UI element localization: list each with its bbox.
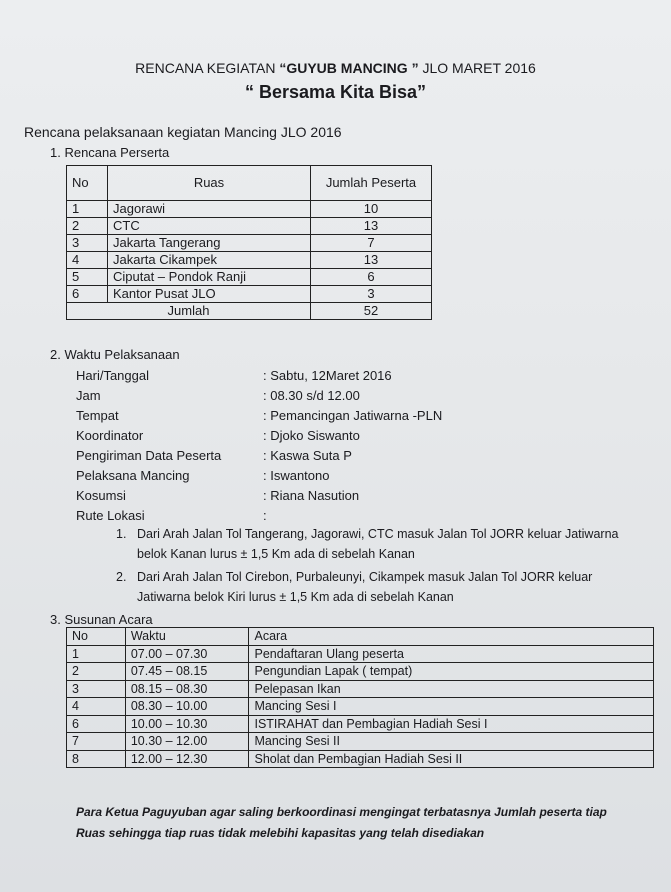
cell-waktu: 10.00 – 10.30	[125, 715, 249, 733]
cell-no: 2	[67, 663, 126, 681]
field-label-jam: Jam	[76, 388, 101, 403]
table-total-row	[67, 303, 432, 320]
table-row	[67, 715, 654, 733]
title-prefix: RENCANA KEGIATAN	[135, 60, 280, 76]
cell-ruas: Jagorawi	[108, 201, 311, 218]
field-label-pengiriman: Pengiriman Data Peserta	[76, 448, 222, 463]
cell-no: 6	[67, 715, 126, 733]
field-label-kosumsi: Kosumsi	[76, 488, 126, 503]
table-row	[67, 698, 654, 716]
field-value-rute: :	[263, 508, 267, 523]
header-no: No	[67, 166, 108, 201]
cell-no: 1	[67, 201, 108, 218]
cell-jumlah: 3	[311, 286, 432, 303]
cell-no: 2	[67, 218, 108, 235]
cell-acara: Mancing Sesi I	[249, 698, 654, 716]
cell-jumlah: 13	[311, 218, 432, 235]
rute-1-number: 1.	[116, 527, 127, 541]
table-row	[67, 252, 432, 269]
table-row	[67, 235, 432, 252]
title-suffix: JLO MARET 2016	[418, 60, 536, 76]
table-row	[67, 201, 432, 218]
cell-waktu: 12.00 – 12.30	[125, 750, 249, 768]
cell-waktu: 08.15 – 08.30	[125, 680, 249, 698]
cell-no: 4	[67, 252, 108, 269]
table-row	[67, 218, 432, 235]
field-label-koordinator: Koordinator	[76, 428, 144, 443]
cell-jumlah: 13	[311, 252, 432, 269]
intro-text: Rencana pelaksanaan kegiatan Mancing JLO 2016	[24, 124, 342, 140]
field-value-jam: : 08.30 s/d 12.00	[263, 388, 360, 403]
rute-1-line2: belok Kanan lurus ± 1,5 Km ada di sebelah Kanan	[137, 547, 415, 561]
cell-ruas: Ciputat – Pondok Ranji	[108, 269, 311, 286]
document-title	[0, 60, 671, 76]
cell-ruas: Jakarta Tangerang	[108, 235, 311, 252]
cell-acara: Pendaftaran Ulang peserta	[249, 645, 654, 663]
table-row	[67, 680, 654, 698]
document-subtitle: “ Bersama Kita Bisa”	[244, 82, 427, 102]
cell-no: 3	[67, 680, 126, 698]
table-row	[67, 269, 432, 286]
cell-acara: Sholat dan Pembagian Hadiah Sesi II	[249, 750, 654, 768]
cell-jumlah: 7	[311, 235, 432, 252]
field-value-hari-tanggal: : Sabtu, 12Maret 2016	[263, 368, 392, 383]
field-value-pelaksana: : Iswantono	[263, 468, 330, 483]
field-label-pelaksana: Pelaksana Mancing	[76, 468, 190, 483]
cell-acara: Pelepasan Ikan	[249, 680, 654, 698]
rute-1-line1: Dari Arah Jalan Tol Tangerang, Jagorawi, CTC masuk Jalan Tol JORR keluar Jatiwarna	[137, 527, 619, 541]
header-ruas: Ruas	[108, 166, 311, 201]
cell-acara: Mancing Sesi II	[249, 733, 654, 751]
cell-jumlah: 6	[311, 269, 432, 286]
cell-waktu: 08.30 – 10.00	[125, 698, 249, 716]
rute-2-line1: Dari Arah Jalan Tol Cirebon, Purbaleunyi, Cikampek masuk Jalan Tol JORR keluar	[137, 570, 593, 584]
table-row	[67, 286, 432, 303]
cell-no: 4	[67, 698, 126, 716]
field-label-rute: Rute Lokasi	[76, 508, 145, 523]
table-row	[67, 663, 654, 681]
rute-2-line2: Jatiwarna belok Kiri lurus ± 1,5 Km ada di sebelah Kanan	[137, 590, 454, 604]
cell-acara: ISTIRAHAT dan Pembagian Hadiah Sesi I	[249, 715, 654, 733]
field-value-kosumsi: : Riana Nasution	[263, 488, 360, 503]
closing-note-line1: Para Ketua Paguyuban agar saling berkoordinasi mengingat terbatasnya Jumlah peserta tiap	[76, 805, 607, 819]
field-value-pengiriman: : Kaswa Suta P	[263, 448, 352, 463]
cell-waktu: 07.00 – 07.30	[125, 645, 249, 663]
table-row	[67, 733, 654, 751]
field-label-hari-tanggal: Hari/Tanggal	[76, 368, 149, 383]
schedule-table	[66, 627, 654, 768]
table-row	[67, 645, 654, 663]
cell-jumlah: 10	[311, 201, 432, 218]
cell-ruas: CTC	[108, 218, 311, 235]
cell-no: 6	[67, 286, 108, 303]
field-value-tempat: : Pemancingan Jatiwarna -PLN	[263, 408, 443, 423]
cell-no: 5	[67, 269, 108, 286]
cell-no: 3	[67, 235, 108, 252]
field-value-koordinator: : Djoko Siswanto	[263, 428, 360, 443]
table-row	[67, 750, 654, 768]
cell-ruas: Kantor Pusat JLO	[108, 286, 311, 303]
total-value: 52	[311, 303, 432, 320]
cell-ruas: Jakarta Cikampek	[108, 252, 311, 269]
cell-acara: Pengundian Lapak ( tempat)	[249, 663, 654, 681]
header-acara: Acara	[249, 628, 654, 646]
header-no: No	[67, 628, 126, 646]
closing-note-line2: Ruas sehingga tiap ruas tidak melebihi kapasitas yang telah disediakan	[76, 826, 485, 840]
field-label-tempat: Tempat	[76, 408, 119, 423]
cell-waktu: 07.45 – 08.15	[125, 663, 249, 681]
section2-title: 2. Waktu Pelaksanaan	[50, 347, 180, 362]
total-label: Jumlah	[67, 303, 311, 320]
header-jumlah-peserta: Jumlah Peserta	[311, 166, 432, 201]
cell-no: 1	[67, 645, 126, 663]
cell-no: 8	[67, 750, 126, 768]
table-header-row	[67, 628, 654, 646]
cell-no: 7	[67, 733, 126, 751]
section1-title: 1. Rencana Perserta	[50, 145, 170, 160]
title-event-name: “GUYUB MANCING ”	[279, 60, 419, 76]
rute-2-number: 2.	[116, 570, 127, 584]
table-header-row	[67, 166, 432, 201]
section3-title: 3. Susunan Acara	[50, 612, 153, 627]
participants-table	[66, 165, 432, 320]
header-waktu: Waktu	[125, 628, 249, 646]
cell-waktu: 10.30 – 12.00	[125, 733, 249, 751]
